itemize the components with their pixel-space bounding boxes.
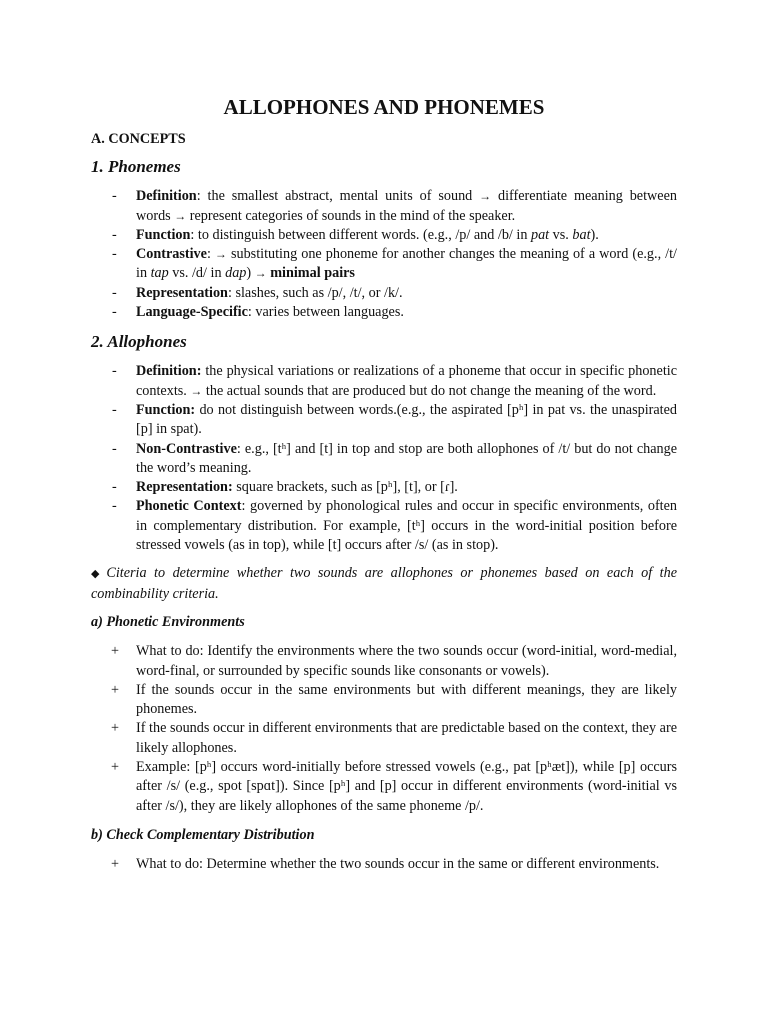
list-item: - Representation: square brackets, such as [pʰ], [t], or [ɾ]. [91,478,677,497]
term-label: Non-Contrastive [136,440,237,457]
list-item: - Definition: the smallest abstract, mental units of sound → differentiate meaning between words → represent categories of sounds in the mind of the speaker. [91,187,677,226]
term-label: Contrastive [136,246,207,263]
term-label: Function [136,226,191,243]
list-item: + What to do: Identify the environments where the two sounds occur (word-initial, word-medial, word-final, or surrounded by specific sounds like consonants or vowels). [91,642,677,681]
list-item: - Function: to distinguish between different words. (e.g., /p/ and /b/ in pat vs. bat). [91,226,677,245]
section-heading-concepts: A. CONCEPTS [91,131,186,147]
term-label: Function: [136,401,196,418]
list-item: + If the sounds occur in different environments that are predictable based on the context, they are likely allophones. [91,719,677,758]
arrow-icon: → [214,247,227,262]
document-title: ALLOPHONES AND PHONEMES [223,95,545,119]
heading-allophones: 2. Allophones [91,332,187,352]
list-item: - Language-Specific: varies between languages. [91,303,677,322]
list-item: + Example: [pʰ] occurs word-initially before stressed vowels (e.g., pat [pʰæt]), while [p] occurs after /s/ (e.g., spot [spɑt]). Since [pʰ] and [p] occur in different environments (word-initial vs after /s/), they are likely allophones of the same phoneme /p/. [91,758,677,816]
term-label: Representation: [136,479,233,496]
list-item: - Phonetic Context: governed by phonological rules and occur in specific environments, often in complementary distribution. For example, [tʰ] occurs in the word-initial position before stressed vowels (as in top), while [t] occurs after /s/ (as in stop). [91,497,677,555]
list-item: - Non-Contrastive: e.g., [tʰ] and [t] in top and stop are both allophones of /t/ but do not change the word’s meaning. [91,440,677,479]
term-label: Phonetic Context [136,498,242,515]
list-item: + What to do: Determine whether the two sounds occur in the same or different environments. [91,855,677,874]
arrow-icon: → [254,266,267,281]
list-item: - Function: do not distinguish between words.(e.g., the aspirated [pʰ] in pat vs. the unaspirated [p] in spat). [91,401,677,440]
term-label: Definition: [136,363,202,380]
term-label: Definition [136,188,197,205]
term-label: Representation [136,284,228,301]
list-item: - Contrastive: → substituting one phoneme for another changes the meaning of a word (e.g., /t/ in tap vs. /d/ in dap) → minimal pairs [91,245,677,284]
heading-phonetic-environments: a) Phonetic Environments [91,613,245,630]
heading-complementary-distribution: b) Check Complementary Distribution [91,826,315,843]
phonetic-environments-list [91,642,677,816]
list-item: + If the sounds occur in the same environments but with different meanings, they are likely phonemes. [91,681,677,720]
phonemes-list [91,187,677,322]
diamond-bullet-icon: ◆ [91,568,104,581]
allophones-list [91,362,677,555]
arrow-icon: → [190,383,203,398]
term-label: Language-Specific [136,304,248,321]
arrow-icon: → [174,208,187,223]
list-item: - Definition: the physical variations or realizations of a phoneme that occur in specific phonetic contexts. → the actual sounds that are produced but do not change the meaning of the word. [91,362,677,401]
list-item: - Representation: slashes, such as /p/, /t/, or /k/. [91,284,677,303]
heading-phonemes: 1. Phonemes [91,157,181,177]
criteria-note: ◆ Citeria to determine whether two sounds are allophones or phonemes based on each of the combinability criteria. [91,565,677,602]
arrow-icon: → [479,189,492,204]
complementary-distribution-list [91,855,677,874]
